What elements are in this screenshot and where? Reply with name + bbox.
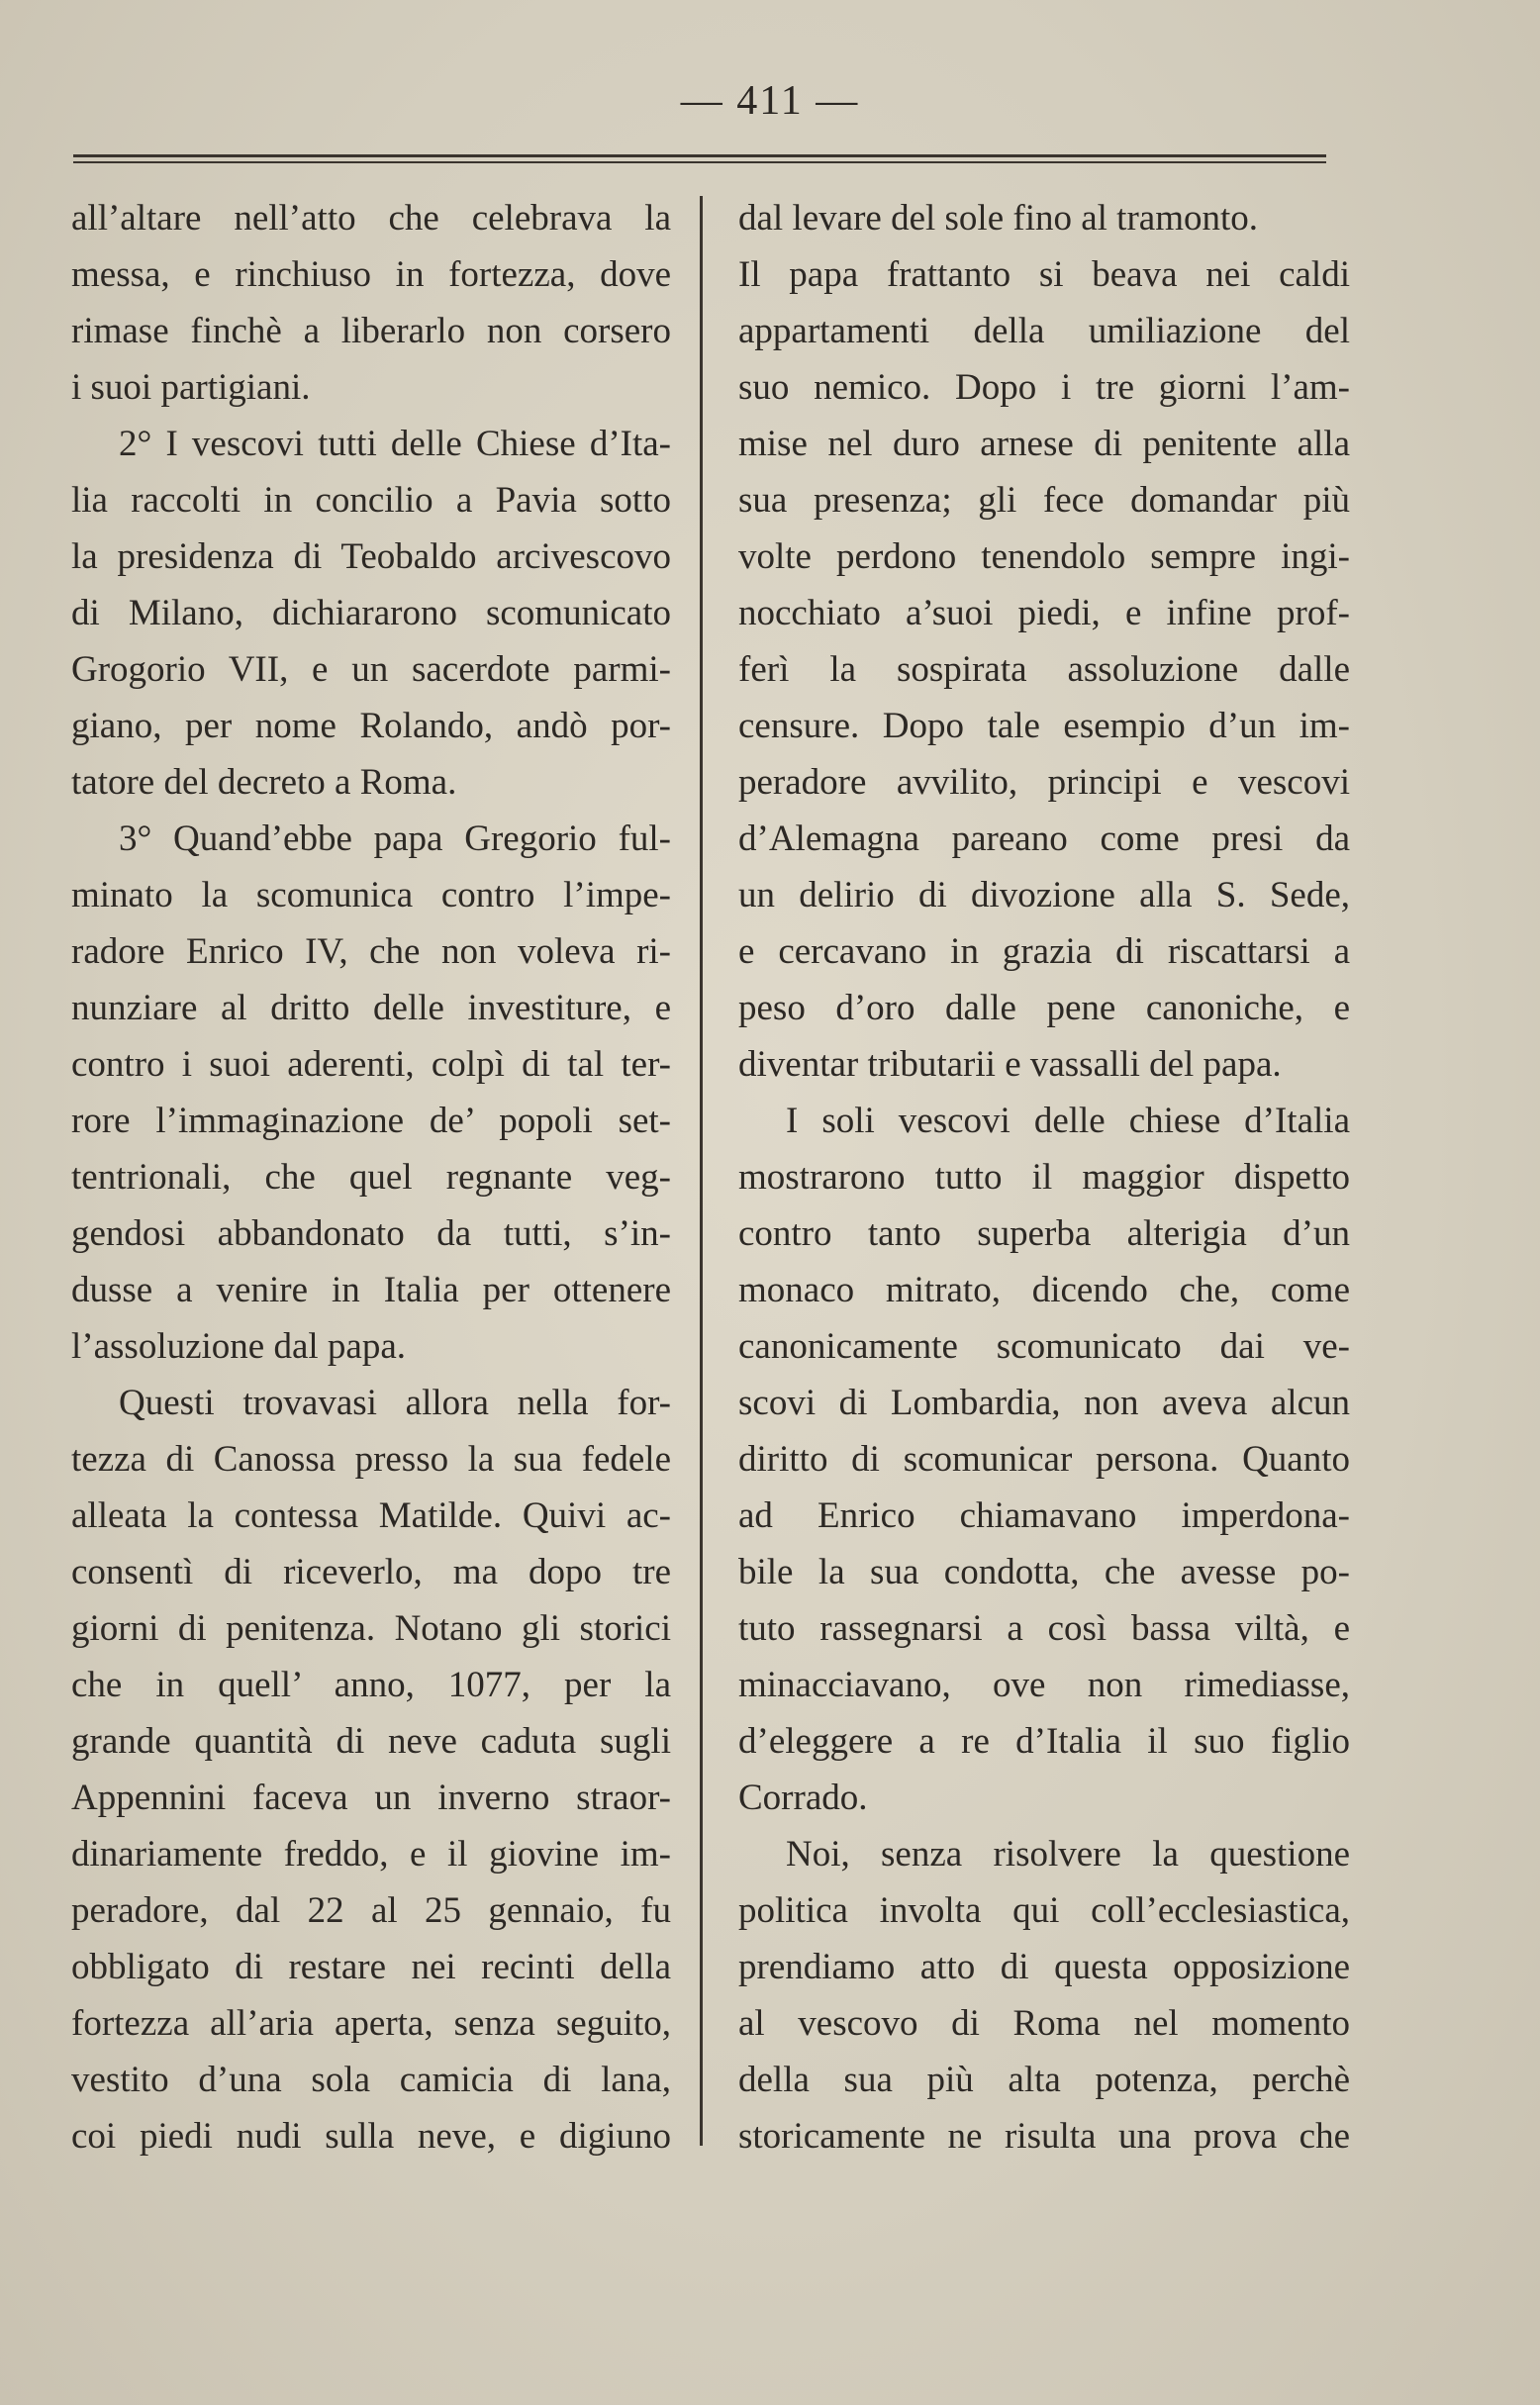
text-line: Il papa frattanto si beava nei caldi: [738, 254, 1350, 295]
text-line: alleata la contessa Matilde. Quivi ac-: [71, 1495, 671, 1536]
text-line: i suoi partigiani.: [71, 367, 311, 408]
text-line: vestito d’una sola camicia di lana,: [71, 2060, 671, 2100]
text-line: suo nemico. Dopo i tre giorni l’am-: [738, 367, 1350, 408]
text-line: che in quell’ anno, 1077, per la: [71, 1665, 671, 1705]
text-line: diritto di scomunicar persona. Quanto: [738, 1439, 1350, 1480]
text-line: grande quantità di neve caduta sugli: [71, 1721, 671, 1762]
text-line: scovi di Lombardia, non aveva alcun: [738, 1383, 1350, 1423]
text-line: tezza di Canossa presso la sua fedele: [71, 1439, 671, 1480]
text-line: messa, e rinchiuso in fortezza, dove: [71, 254, 671, 295]
text-line: d’eleggere a re d’Italia il suo figlio: [738, 1721, 1350, 1762]
text-line: gendosi abbandonato da tutti, s’in-: [71, 1213, 671, 1254]
text-line: tuto rassegnarsi a così bassa viltà, e: [738, 1608, 1350, 1649]
text-line: dal levare del sole fino al tramonto.: [738, 198, 1259, 239]
text-line: mostrarono tutto il maggior dispetto: [738, 1157, 1350, 1198]
text-line: la presidenza di Teobaldo arcivescovo: [71, 536, 671, 577]
page-number: — 411 —: [680, 78, 860, 124]
text-line: bile la sua condotta, che avesse po-: [738, 1552, 1350, 1592]
text-line: 3° Quand’ebbe papa Gregorio ful-: [119, 818, 671, 859]
text-line: censure. Dopo tale esempio d’un im-: [738, 706, 1350, 746]
text-line: peradore, dal 22 al 25 gennaio, fu: [71, 1890, 671, 1931]
text-line: peso d’oro dalle pene canoniche, e: [738, 988, 1350, 1028]
text-line: storicamente ne risulta una prova che: [738, 2116, 1350, 2157]
text-line: rimase finchè a liberarlo non corsero: [71, 311, 671, 351]
text-line: lia raccolti in concilio a Pavia sotto: [71, 480, 671, 521]
right-text-column: [738, 190, 1350, 2164]
text-line: tatore del decreto a Roma.: [71, 762, 457, 803]
text-line: all’altare nell’atto che celebrava la: [71, 198, 671, 239]
header-rule-thin: [73, 161, 1326, 163]
left-text-column: [71, 190, 671, 2164]
text-line: Corrado.: [738, 1778, 868, 1818]
column-divider-rule: [700, 196, 703, 2146]
text-line: consentì di riceverlo, ma dopo tre: [71, 1552, 671, 1592]
text-line: e cercavano in grazia di riscattarsi a: [738, 931, 1350, 972]
text-line: giorni di penitenza. Notano gli storici: [71, 1608, 671, 1649]
text-line: l’assoluzione dal papa.: [71, 1326, 407, 1367]
text-line: mise nel duro arnese di penitente alla: [738, 424, 1350, 464]
text-line: giano, per nome Rolando, andò por-: [71, 706, 671, 746]
text-line: canonicamente scomunicato dai ve-: [738, 1326, 1350, 1367]
text-line: nocchiato a’suoi piedi, e infine prof-: [738, 593, 1350, 633]
text-line: un delirio di divozione alla S. Sede,: [738, 875, 1350, 915]
text-line: ad Enrico chiamavano imperdona-: [738, 1495, 1350, 1536]
text-line: tentrionali, che quel regnante veg-: [71, 1157, 671, 1198]
text-line: 2° I vescovi tutti delle Chiese d’Ita-: [119, 424, 671, 464]
text-line: minato la scomunica contro l’impe-: [71, 875, 671, 915]
header-rule-thick: [73, 154, 1326, 157]
text-line: Appennini faceva un inverno straor-: [71, 1778, 671, 1818]
text-line: Grogorio VII, e un sacerdote parmi-: [71, 649, 671, 690]
text-line: volte perdono tenendolo sempre ingi-: [738, 536, 1350, 577]
text-line: di Milano, dichiararono scomunicato: [71, 593, 671, 633]
text-line: coi piedi nudi sulla neve, e digiuno: [71, 2116, 671, 2157]
text-line: Noi, senza risolvere la questione: [786, 1834, 1350, 1875]
text-line: obbligato di restare nei recinti della: [71, 1947, 671, 1987]
text-line: sua presenza; gli fece domandar più: [738, 480, 1350, 521]
text-line: dusse a venire in Italia per ottenere: [71, 1270, 671, 1310]
text-line: peradore avvilito, principi e vescovi: [738, 762, 1350, 803]
text-line: dinariamente freddo, e il giovine im-: [71, 1834, 671, 1875]
text-line: prendiamo atto di questa opposizione: [738, 1947, 1350, 1987]
text-line: rore l’immaginazione de’ popoli set-: [71, 1101, 671, 1141]
text-line: politica involta qui coll’ecclesiastica,: [738, 1890, 1350, 1931]
text-line: radore Enrico IV, che non voleva ri-: [71, 931, 671, 972]
text-line: della sua più alta potenza, perchè: [738, 2060, 1350, 2100]
text-line: al vescovo di Roma nel momento: [738, 2003, 1350, 2044]
text-line: d’Alemagna pareano come presi da: [738, 818, 1350, 859]
text-line: minacciavano, ove non rimediasse,: [738, 1665, 1350, 1705]
text-line: diventar tributarii e vassalli del papa.: [738, 1044, 1282, 1085]
text-line: nunziare al dritto delle investiture, e: [71, 988, 671, 1028]
text-line: appartamenti della umiliazione del: [738, 311, 1350, 351]
text-line: contro tanto superba alterigia d’un: [738, 1213, 1350, 1254]
text-line: fortezza all’aria aperta, senza seguito,: [71, 2003, 671, 2044]
text-line: contro i suoi aderenti, colpì di tal ter-: [71, 1044, 671, 1085]
text-line: ferì la sospirata assoluzione dalle: [738, 649, 1350, 690]
text-line: I soli vescovi delle chiese d’Italia: [786, 1101, 1350, 1141]
text-line: monaco mitrato, dicendo che, come: [738, 1270, 1350, 1310]
text-line: Questi trovavasi allora nella for-: [119, 1383, 671, 1423]
